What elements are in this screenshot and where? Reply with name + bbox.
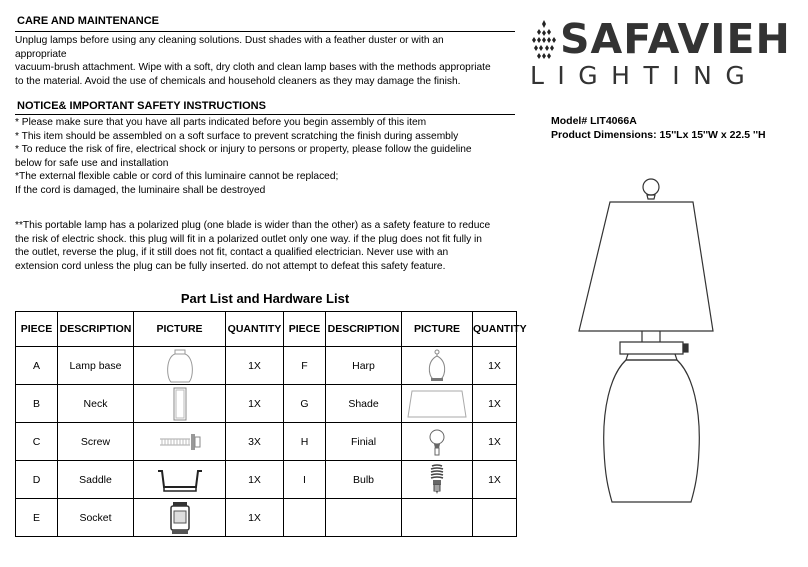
description-cell: Harp <box>326 347 402 385</box>
picture-cell <box>134 499 226 537</box>
polarized-plug-notice <box>15 219 490 273</box>
column-header: DESCRIPTION <box>326 312 402 347</box>
socket-icon <box>165 501 195 535</box>
description-cell: Neck <box>58 385 134 423</box>
lamp-base-icon <box>162 349 198 383</box>
care-heading: CARE AND MAINTENANCE <box>17 15 159 27</box>
picture-cell <box>402 461 473 499</box>
care-line: vacuum-brush attachment. Wipe with a soft, dry cloth and clean lamp bases with the methods appropriate <box>15 62 491 74</box>
quantity-cell: 1X <box>473 461 517 499</box>
column-header: PIECE <box>16 312 58 347</box>
column-header: QUANTITY <box>473 312 517 347</box>
picture-cell <box>402 499 473 537</box>
table-row <box>16 347 517 385</box>
piece-cell: E <box>16 499 58 537</box>
piece-cell: B <box>16 385 58 423</box>
table-row <box>16 461 517 499</box>
care-divider <box>15 31 515 32</box>
brand-name: SAFAVIEH <box>560 15 791 63</box>
piece-cell: H <box>284 423 326 461</box>
safety-line: If the cord is damaged, the luminaire shall be destroyed <box>15 184 266 196</box>
quantity-cell: 1X <box>473 423 517 461</box>
model-number: Model# LIT4066A <box>551 115 637 127</box>
shade-icon <box>406 389 468 419</box>
bulb-icon <box>425 464 449 496</box>
plug-line: the outlet, reverse the plug, if it still does not fit, contact a qualified electrician. Never use with an <box>15 247 449 259</box>
quantity-cell: 3X <box>226 423 284 461</box>
table-row <box>16 499 517 537</box>
description-cell: Saddle <box>58 461 134 499</box>
picture-cell <box>134 347 226 385</box>
quantity-cell: 1X <box>226 499 284 537</box>
piece-cell <box>284 499 326 537</box>
care-text <box>15 34 491 88</box>
safety-line: * Please make sure that you have all parts indicated before you begin assembly of this item <box>15 117 427 128</box>
plug-line: extension cord unless the plug can be fully inserted. do not attempt to defeat this safety feature. <box>15 260 446 272</box>
parts-header-row <box>16 312 517 347</box>
product-dimensions: Product Dimensions: 15''Lx 15''W x 22.5 ''H <box>551 129 766 141</box>
description-cell: Socket <box>58 499 134 537</box>
safety-divider <box>15 114 515 115</box>
column-header: PICTURE <box>402 312 473 347</box>
piece-cell: D <box>16 461 58 499</box>
description-cell: Screw <box>58 423 134 461</box>
piece-cell: G <box>284 385 326 423</box>
chandelier-logo-icon <box>529 18 559 62</box>
safety-line: below for safe use and installation <box>15 157 169 169</box>
care-line: appropriate <box>15 48 67 60</box>
piece-cell: F <box>284 347 326 385</box>
picture-cell <box>134 423 226 461</box>
table-row <box>16 423 517 461</box>
finial-icon <box>427 427 447 457</box>
brand-subtitle: LIGHTING <box>530 61 759 90</box>
parts-table <box>15 311 527 537</box>
quantity-cell: 1X <box>226 385 284 423</box>
picture-cell <box>402 347 473 385</box>
piece-cell: I <box>284 461 326 499</box>
column-header: PICTURE <box>134 312 226 347</box>
picture-cell <box>402 423 473 461</box>
quantity-cell: 1X <box>473 347 517 385</box>
neck-icon <box>170 387 190 421</box>
description-cell <box>326 499 402 537</box>
plug-line: **This portable lamp has a polarized plug (one blade is wider than the other) as a safety feature to reduce <box>15 220 491 231</box>
picture-cell <box>402 385 473 423</box>
plug-line: the risk of electric shock. this plug will fit in a polarized outlet only one way. if the plug does not fit fully in <box>15 233 482 245</box>
safety-line: *The external flexible cable or cord of this luminaire cannot be replaced; <box>15 171 339 183</box>
safety-line: * To reduce the risk of fire, electrical shock or injury to persons or property, please follow the guideline <box>15 144 472 156</box>
picture-cell <box>134 461 226 499</box>
safety-line: * This item should be assembled on a soft surface to prevent scratching the finish during assembly <box>15 130 459 142</box>
quantity-cell: 1X <box>226 347 284 385</box>
description-cell: Shade <box>326 385 402 423</box>
harp-icon <box>425 349 449 383</box>
saddle-icon <box>155 465 205 495</box>
description-cell: Bulb <box>326 461 402 499</box>
parts-title: Part List and Hardware List <box>180 291 350 306</box>
quantity-cell: 1X <box>473 385 517 423</box>
safety-heading: NOTICE& IMPORTANT SAFETY INSTRUCTIONS <box>17 100 266 112</box>
column-header: DESCRIPTION <box>58 312 134 347</box>
description-cell: Finial <box>326 423 402 461</box>
care-line: Unplug lamps before using any cleaning solutions. Dust shades with a feather duster or with an <box>15 35 444 46</box>
safety-text <box>15 116 472 198</box>
piece-cell: A <box>16 347 58 385</box>
column-header: QUANTITY <box>226 312 284 347</box>
quantity-cell <box>473 499 517 537</box>
column-header: PIECE <box>284 312 326 347</box>
picture-cell <box>134 385 226 423</box>
care-line: to the material. Avoid the use of chemicals and household cleaners as they may damage the finish. <box>15 75 461 87</box>
table-row <box>16 385 517 423</box>
quantity-cell: 1X <box>226 461 284 499</box>
piece-cell: C <box>16 423 58 461</box>
description-cell: Lamp base <box>58 347 134 385</box>
screw-icon <box>158 432 202 452</box>
table-lamp-illustration <box>570 170 782 510</box>
